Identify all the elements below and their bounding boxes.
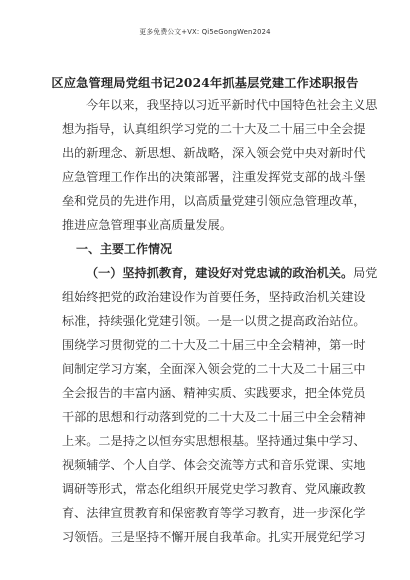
paragraph-line: 上来。二是持之以恒夯实思想根基。坚持通过集中学习、 [62,434,366,448]
paragraph-line: 视频辅学、个人自学、体会交流等方式和音乐党课、实地 [62,458,366,472]
paragraph-line: 应急管理工作作出的决策部署，注重发挥党支部的战斗堡 [62,170,366,184]
paragraph-line: 推进应急管理事业高质量发展。 [62,218,232,232]
paragraph-line: 想为指导，认真组织学习党的二十大及二十届三中全会提 [62,122,366,136]
paragraph-line: 调研等形式，常态化组织开展党史学习教育、党风廉政教 [62,482,366,496]
header-note: 更多免费公文+VX: Qi5eGongWen2024 [139,28,271,36]
paragraph-line: 今年以来，我坚持以习近平新时代中国特色社会主义思 [86,98,378,112]
paragraph-line: 围绕学习贯彻党的二十大及二十届三中全会精神，第一时 [62,338,366,352]
subheading-text: 坚持抓教育，建设好对党忠诚的政治机关。 [122,266,354,280]
subheading-prefix: （一） [86,266,123,280]
section-heading: 一、主要工作情况 [76,242,173,256]
paragraph-line: 垒和党员的先进作用，以高质量党建引领应急管理改革， [62,194,366,208]
document-title: 区应急管理局党组书记2024年抓基层党建工作述职报告 [51,76,359,90]
paragraph-line: 出的新理念、新思想、新战略，深入领会党中央对新时代 [62,146,366,160]
paragraph-line: 组始终把党的政治建设作为首要任务，坚持政治机关建设 [62,290,366,304]
paragraph-line: 育、法律宣贯教育和保密教育等学习教育，进一步深化学 [62,506,366,520]
subsection-line [86,266,378,280]
subheading-tail: 局党 [353,266,378,280]
paragraph-line: 全会报告的丰富内涵、精神实质、实践要求，把全体党员 [62,386,366,400]
paragraph-line: 干部的思想和行动落到党的二十大及二十届三中全会精神 [62,410,366,424]
paragraph-line: 标准，持续强化党建引领。一是一以贯之提高政治站位。 [62,314,366,328]
paragraph-line: 间制定学习方案，全面深入领会党的二十大及二十届三中 [62,362,366,376]
paragraph-line: 习领悟。三是坚持不懈开展自我革命。扎实开展党纪学习 [62,530,366,544]
